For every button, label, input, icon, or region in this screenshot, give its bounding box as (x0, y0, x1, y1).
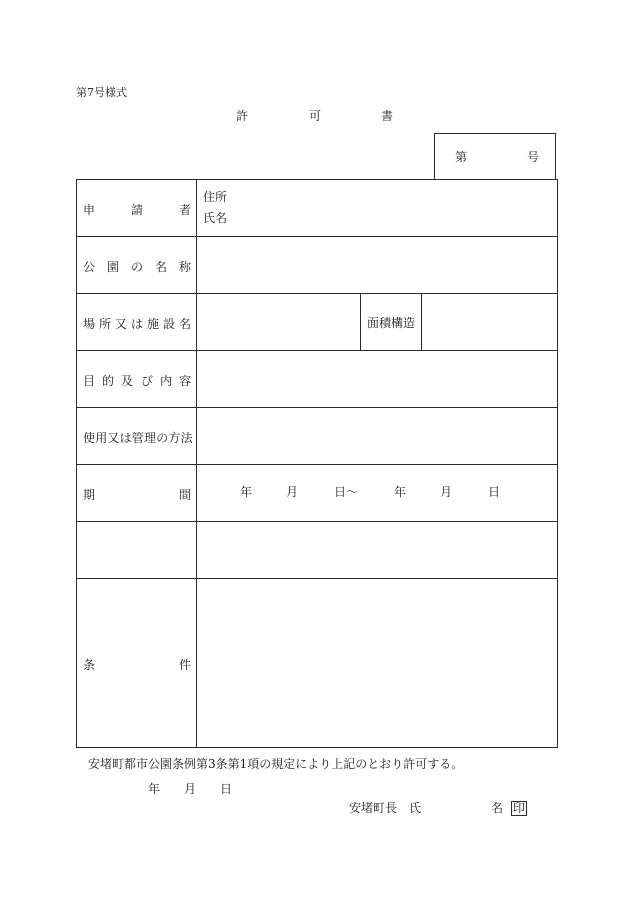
label-char: 場 (83, 317, 96, 331)
label-char: 目 (83, 374, 96, 388)
seal-mark: 印 (513, 801, 526, 815)
label-period (77, 465, 197, 522)
issue-date (0, 783, 630, 797)
row-conditions (77, 579, 558, 748)
from-day-label: 日〜 (334, 485, 359, 499)
date-day-label: 日 (220, 782, 233, 796)
place-field[interactable] (197, 294, 361, 351)
label-char: は (131, 317, 144, 331)
date-year-label: 年 (148, 782, 161, 796)
label-char: 内 (160, 374, 173, 388)
label-park-name (77, 237, 197, 294)
label-char: 設 (163, 317, 176, 331)
row-period (77, 465, 558, 522)
label-method (77, 408, 197, 465)
row-park-name (77, 237, 558, 294)
row-purpose (77, 351, 558, 408)
area-structure-field[interactable] (422, 294, 558, 351)
label-purpose (77, 351, 197, 408)
conditions-field[interactable] (197, 579, 558, 748)
label-char: 及 (121, 374, 134, 388)
address-label: 住所 (203, 190, 228, 204)
form-number: 第7号様式 (76, 86, 127, 99)
from-month-label: 月 (286, 485, 299, 499)
label-char: 公 (83, 260, 96, 274)
label-char: 容 (179, 374, 192, 388)
label-char: 者 (179, 203, 192, 217)
label-place (77, 294, 197, 351)
row-blank (77, 522, 558, 579)
document-title (0, 110, 630, 124)
from-year-label: 年 (240, 485, 253, 499)
purpose-field[interactable] (197, 351, 558, 408)
label-char: 施 (147, 317, 160, 331)
permit-number-box (434, 133, 556, 180)
signer-name-suffix: 名 (491, 801, 504, 815)
permit-statement: 安堵町都市公園条例第3条第1項の規定により上記のとおり許可する。 (88, 757, 464, 771)
permit-form-table (76, 179, 558, 748)
label-char: 又 (115, 317, 128, 331)
label-char: 期 (83, 488, 96, 502)
label-char: 所 (99, 317, 112, 331)
label-char: 間 (179, 488, 192, 502)
to-year-label: 年 (394, 485, 407, 499)
blank-field[interactable] (197, 522, 558, 579)
title-char: 書 (381, 109, 394, 123)
number-suffix: 号 (527, 150, 540, 164)
label-char: 件 (179, 658, 192, 672)
method-field[interactable] (197, 408, 558, 465)
label-blank (77, 522, 197, 579)
applicant-field[interactable] (197, 180, 558, 237)
label-area-structure: 面積構造 (361, 294, 422, 351)
title-char: 可 (309, 109, 322, 123)
label-applicant (77, 180, 197, 237)
row-applicant (77, 180, 558, 237)
title-char: 許 (236, 109, 249, 123)
signature-line (0, 802, 630, 816)
row-place (77, 294, 558, 351)
label-char: 名 (155, 260, 168, 274)
label-char: 申 (83, 203, 96, 217)
to-month-label: 月 (440, 485, 453, 499)
signer-title: 安堵町長 氏 (349, 801, 422, 815)
label-text: 使用又は管理の方法 (83, 431, 193, 445)
label-conditions (77, 579, 197, 748)
to-day-label: 日 (488, 485, 501, 499)
label-char: 条 (83, 658, 96, 672)
label-char: 名 (179, 317, 192, 331)
label-char: の (131, 260, 144, 274)
label-char: び (141, 374, 154, 388)
row-method (77, 408, 558, 465)
period-field[interactable] (197, 465, 558, 522)
name-label: 氏名 (203, 211, 228, 225)
label-char: 称 (179, 260, 192, 274)
number-prefix: 第 (455, 150, 468, 164)
label-char: 園 (107, 260, 120, 274)
label-char: 的 (102, 374, 115, 388)
park-name-field[interactable] (197, 237, 558, 294)
label-char: 請 (131, 203, 144, 217)
date-month-label: 月 (184, 782, 197, 796)
